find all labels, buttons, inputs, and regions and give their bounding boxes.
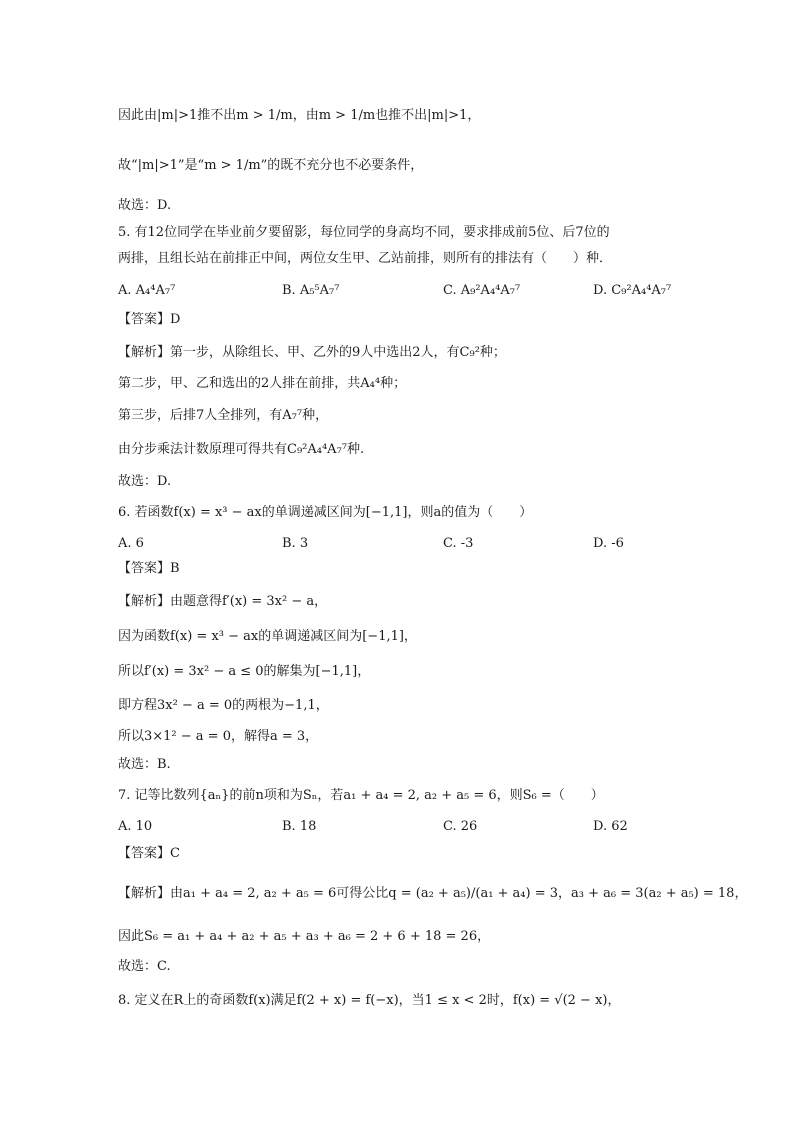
question-7-options [118,817,678,837]
solution-line: 即方程3x² − a = 0的两根为−1,1， [118,698,329,713]
solution-line: 因为函数f(x) = x³ − ax的单调递减区间为[−1,1]， [118,629,417,644]
option-b: B. A₅⁵A₇⁷ [282,283,340,298]
option-a: A. A₄⁴A₇⁷ [118,283,176,298]
option-d: D. C₉²A₄⁴A₇⁷ [593,283,672,298]
answer-label: 【答案】C [118,846,180,861]
option-c: C. A₉²A₄⁴A₇⁷ [443,283,521,298]
answer-label: 【答案】D [118,312,181,327]
solution-line: 第二步，甲、乙和选出的2人排在前排，共A₄⁴种； [118,376,407,391]
option-d: D. -6 [593,536,624,551]
solution-line: 因此S₆ = a₁ + a₄ + a₂ + a₅ + a₃ + a₆ = 2 + 6 + 18 = 26， [118,929,491,944]
option-b: B. 18 [282,819,317,834]
solution-line: 故选：D. [118,474,172,489]
text-line: 因此由|m|>1推不出m > 1/m，由m > 1/m也推不出|m|>1， [118,108,481,123]
solution-line: 【解析】第一步，从除组长、甲、乙外的9人中选出2人，有C₉²种； [118,345,506,360]
option-c: C. 26 [443,819,478,834]
question-6-options [118,534,678,554]
solution-line: 所以f′(x) = 3x² − a ≤ 0的解集为[−1,1]， [118,664,371,679]
question-6-text: 6. 若函数f(x) = x³ − ax的单调递减区间为[−1,1]，则a的值为（ ） [118,505,533,520]
solution-line: 由分步乘法计数原理可得共有C₉²A₄⁴A₇⁷种. [118,442,365,457]
question-5-text: 5. 有12位同学在毕业前夕要留影，每位同学的身高均不同，要求排成前5位、后7位的 [118,225,610,240]
solution-line: 故选：C. [118,959,171,974]
option-c: C. -3 [443,536,474,551]
question-5-options [118,281,678,301]
option-a: A. 10 [118,819,153,834]
option-d: D. 62 [593,819,628,834]
text-line: 故“|m|>1”是“m > 1/m”的既不充分也不必要条件， [118,158,424,173]
solution-line: 【解析】由a₁ + a₄ = 2, a₂ + a₅ = 6可得公比q = (a₂ + a₅)/(a₁ + a₄) = 3，a₃ + a₆ = 3(a₂ + a₅) = 18， [118,886,748,901]
solution-line: 所以3×1² − a = 0，解得a = 3， [118,729,319,744]
text-line: 故选：D. [118,198,172,213]
solution-line: 故选：B. [118,757,171,772]
solution-line: 【解析】由题意得f′(x) = 3x² − a， [118,594,328,609]
question-7-text: 7. 记等比数列{aₙ}的前n项和为Sₙ，若a₁ + a₄ = 2, a₂ + a₅ = 6，则S₆ =（ ） [118,788,604,803]
question-8-text: 8. 定义在R上的奇函数f(x)满足f(2 + x) = f(−x)，当1 ≤ x < 2时，f(x) = √(2 − x)， [118,993,621,1008]
option-b: B. 3 [282,536,309,551]
solution-line: 第三步，后排7人全排列，有A₇⁷种， [118,408,329,423]
option-a: A. 6 [118,536,144,551]
answer-label: 【答案】B [118,561,180,576]
question-5-text: 两排，且组长站在前排正中间，两位女生甲、乙站前排，则所有的排法有（ ）种． [118,251,613,266]
